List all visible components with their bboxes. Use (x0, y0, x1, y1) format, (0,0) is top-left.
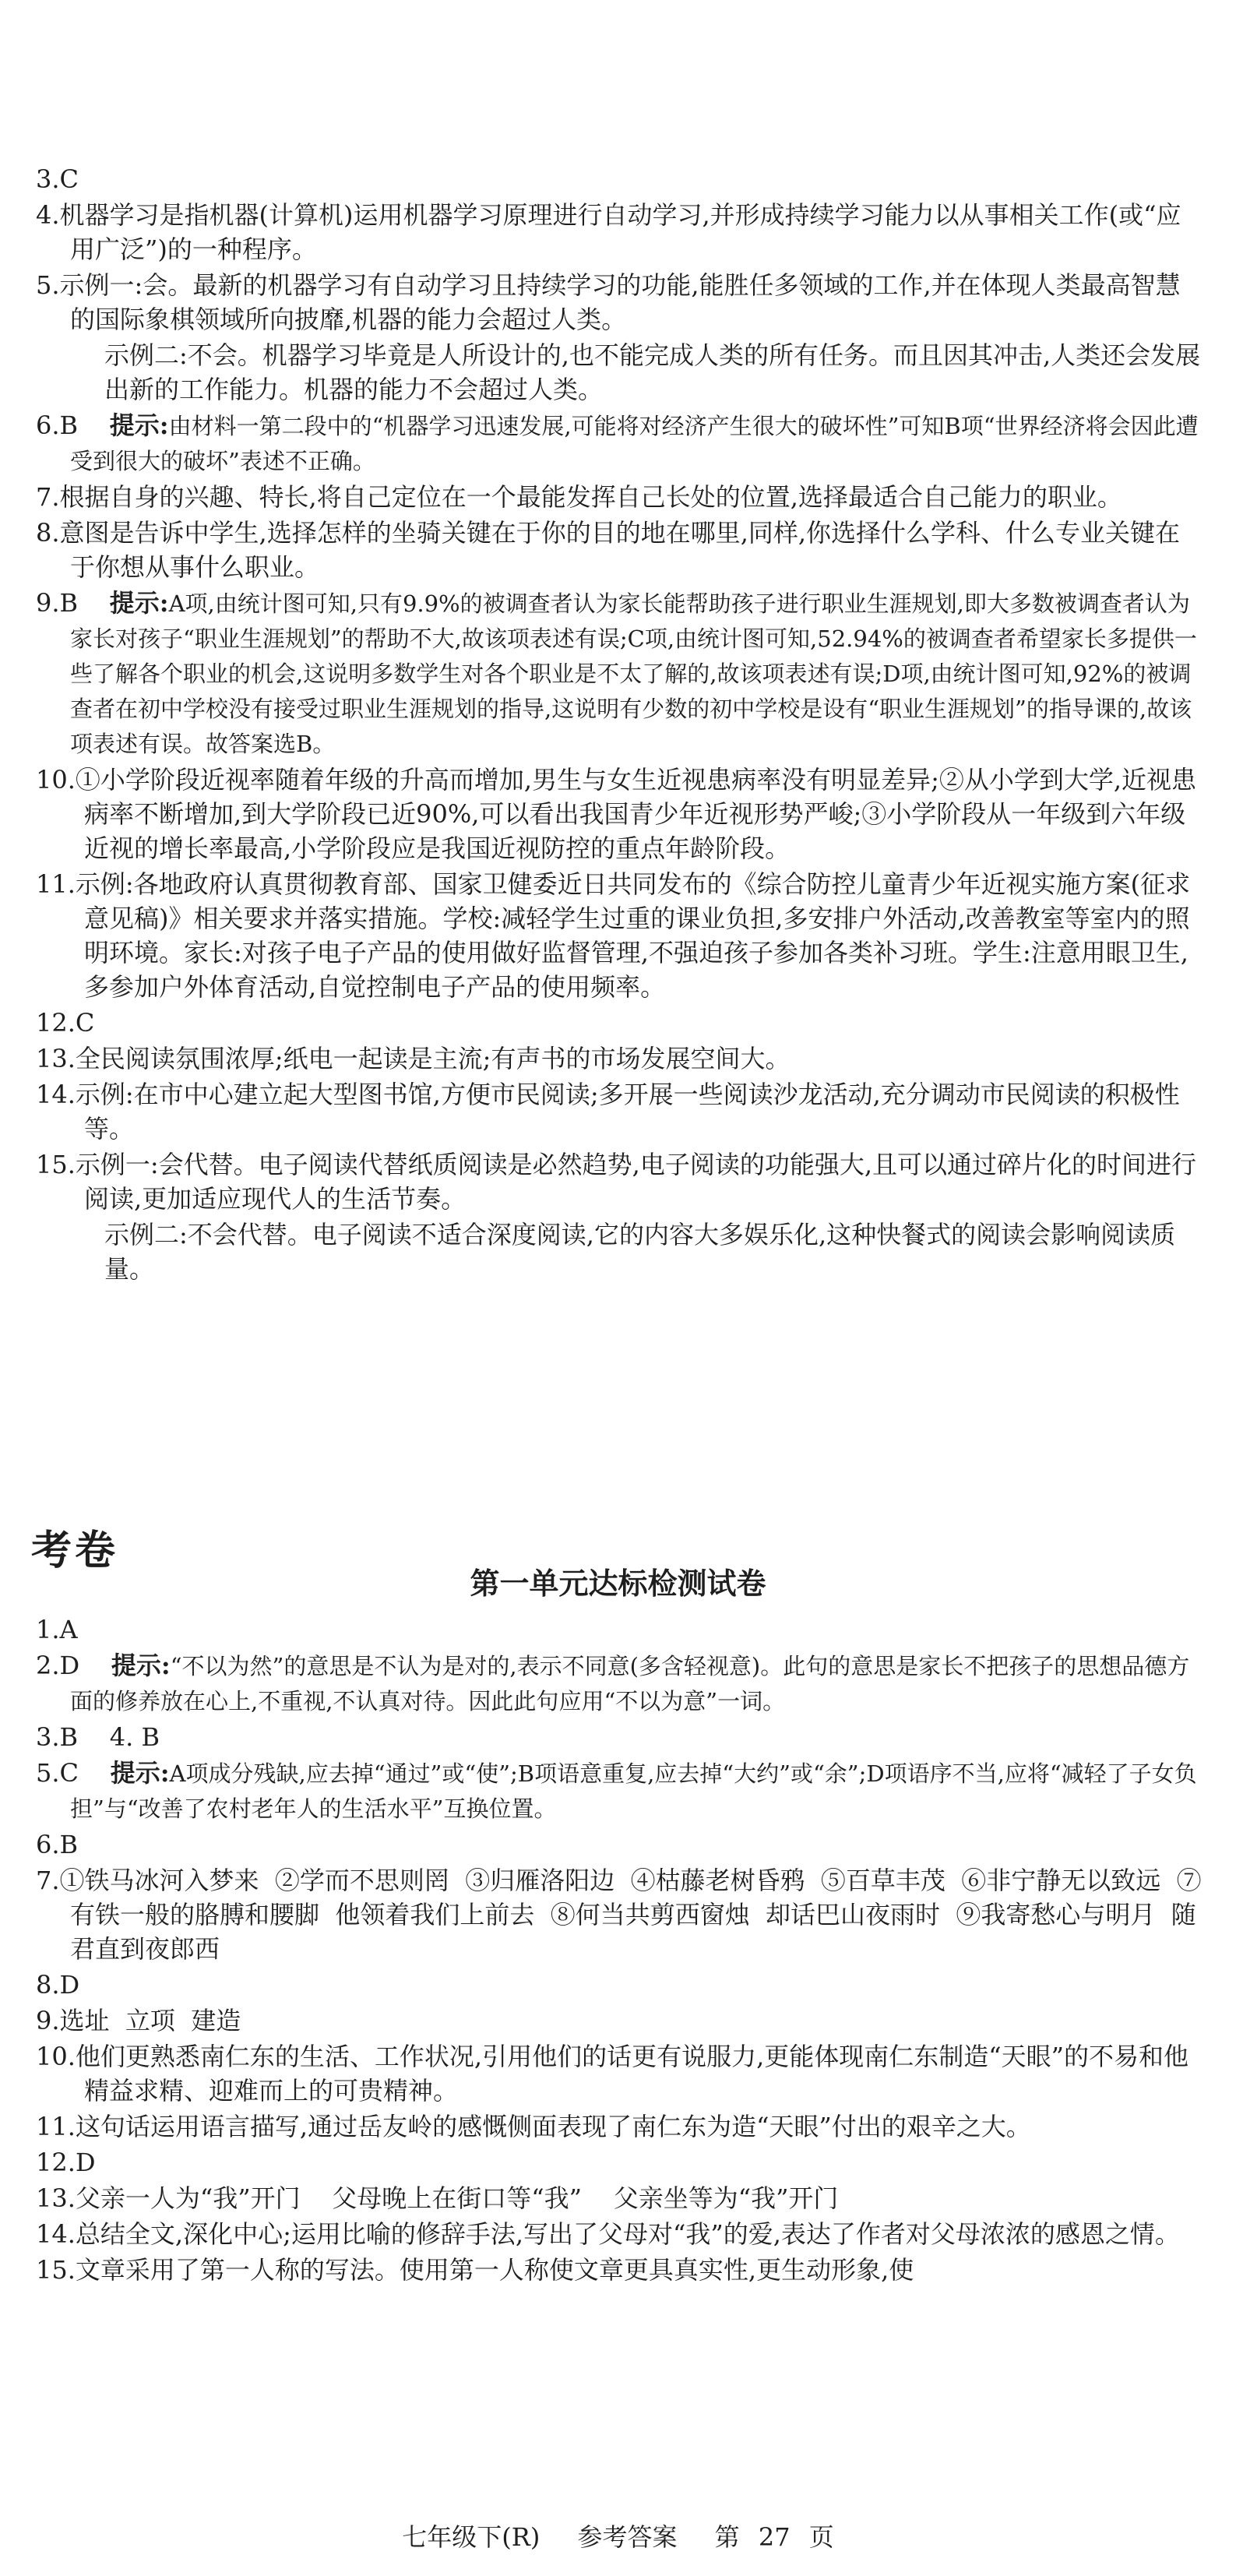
answer-text: D (59, 1970, 80, 2000)
answer-item (36, 2039, 1204, 2108)
answer-item (36, 408, 1204, 478)
answer-item (36, 2109, 1204, 2144)
answer-number: 4. (36, 200, 60, 230)
hint-text: “不以为然”的意思是不认为是对的,表示不同意(多含轻视意)。此句的意思是家长不把孩子的思想品德方面的修养放在心上,不重视,不认真对待。因此此句应用“不以为意”一词。 (70, 1653, 1190, 1714)
answer-text: 总结全文,深化中心;运用比喻的修辞手法,写出了父母对“我”的爱,表达了作者对父母浓浓的感恩之情。 (75, 2219, 1180, 2249)
answer-text: D (59, 1651, 80, 1680)
answer-number: 8. (36, 1970, 60, 2000)
answer-text: D (75, 2148, 96, 2177)
answer-text: 示例一:会。最新的机器学习有自动学习且持续学习的功能,能胜任多领域的工作,并在体现人类最高智慧的国际象棋领域所向披靡,机器的能力会超过人类。 (59, 270, 1181, 334)
answer-number: 14. (36, 1080, 76, 1109)
answer-number: 3. (36, 1722, 60, 1752)
answer-text: B (59, 411, 79, 440)
answer-number: 9. (36, 588, 60, 618)
answer-text: ①铁马冰河入梦来 ②学而不思则罔 ③归雁洛阳边 ④枯藤老树昏鸦 ⑤百草丰茂 ⑥非宁静无以致远 ⑦有铁一般的胳膊和腰脚 他领着我们上前去 ⑧何当共剪西窗烛 却话巴山夜雨时 ⑨我寄愁心与明月 随君直到夜郎西 (59, 1866, 1202, 1964)
answer-item (36, 1041, 1204, 1076)
answer-number: 12. (36, 2148, 76, 2177)
answer-number: 6. (36, 1830, 60, 1859)
hint-label: 提示: (110, 1758, 170, 1788)
answer-text: ①小学阶段近视率随着年级的升高而增加,男生与女生近视患病率没有明显差异;②从小学到大学,近视患病率不断增加,到大学阶段已近90%,可以看出我国青少年近视形势严峻;③小学阶段从一年级到六年级近视的增长率最高,小学阶段应是我国近视防控的重点年龄阶段。 (75, 765, 1197, 863)
answer-number: 15. (36, 2255, 76, 2285)
answer-text: 根据自身的兴趣、特长,将自己定位在一个最能发挥自己长处的位置,选择最适合自己能力的职业。 (59, 482, 1122, 512)
answer-item (36, 1077, 1204, 1146)
answer-text: 示例:在市中心建立起大型图书馆,方便市民阅读;多开展一些阅读沙龙活动,充分调动市民阅读的积极性等。 (75, 1080, 1180, 1144)
hint-text: A项,由统计图可知,只有9.9%的被调查者认为家长能帮助孩子进行职业生涯规划,即大多数被调查者认为家长对孩子“职业生涯规划”的帮助不大,故该项表述有误;C项,由统计图可知,52.94%的被调查者希望家长多提供一些了解各个职业的机会,这说明多数学生对各个职业是不太了解的,故该项表述有误;D项,由统计图可知,92%的被调查者在初中学校没有接受过职业生涯规划的指导,这说明有少数的初中学校是设有“职业生涯规划”的指导课的,故该项表述有误。故答案选B。 (70, 590, 1197, 757)
answer-item (36, 480, 1204, 514)
answer-text: 机器学习是指机器(计算机)运用机器学习原理进行自动学习,并形成持续学习能力以从事相关工作(或“应用广泛”)的一种程序。 (59, 200, 1181, 264)
answer-number: 8. (36, 518, 60, 548)
answer-list-exam (36, 1612, 1204, 2289)
answer-number: 6. (36, 411, 60, 440)
answer-item (36, 1006, 1204, 1040)
answer-text: 示例二:不会。机器学习毕竟是人所设计的,也不能完成人类的所有任务。而且因其冲击,人类还会发展出新的工作能力。机器的能力不会超过人类。 (104, 340, 1201, 404)
answer-number: 9. (36, 2006, 60, 2035)
answer-text: 文章采用了第一人称的写法。使用第一人称使文章更具真实性,更生动形象,使 (75, 2255, 914, 2285)
answer-text: C (59, 1758, 79, 1788)
hint-label: 提示: (111, 1651, 171, 1680)
answer-text: 示例一:会代替。电子阅读代替纸质阅读是必然趋势,电子阅读的功能强大,且可以通过碎片化的时间进行阅读,更加适应现代人的生活节奏。 (75, 1150, 1197, 1214)
answer-number: 10. (36, 2042, 76, 2071)
answer-number: 7. (36, 1866, 60, 1895)
answer-item (36, 763, 1204, 865)
answer-number: 2. (36, 1651, 60, 1680)
answer-text: 意图是告诉中学生,选择怎样的坐骑关键在于你的目的地在哪里,同样,你选择什么学科、什么专业关键在于你想从事什么职业。 (59, 518, 1181, 582)
answer-list-top (36, 162, 1204, 1288)
answer-item (36, 1612, 1204, 1647)
answer-item (36, 1218, 1204, 1286)
answer-item (36, 1720, 1204, 1754)
answer-number: 14. (36, 2219, 76, 2249)
answer-text: C (59, 164, 79, 194)
answer-text: A (59, 1615, 78, 1644)
answer-item (36, 2181, 1204, 2215)
answer-number: 13. (36, 1044, 76, 1073)
answer-item (36, 1863, 1204, 1966)
answer-item (36, 586, 1204, 761)
answer-item (36, 2145, 1204, 2180)
answer-number: 5. (36, 270, 60, 300)
answer-item (36, 1756, 1204, 1826)
answer-item (36, 1827, 1204, 1862)
hint-label: 提示: (109, 411, 169, 440)
section-label: 考卷 (31, 1528, 119, 1574)
answer-text: 父亲一人为“我”开门 父母晚上在街口等“我” 父亲坐等为“我”开门 (75, 2183, 839, 2213)
answer-item (36, 162, 1204, 196)
answer-item (36, 1648, 1204, 1718)
answer-number: 11. (36, 2112, 76, 2141)
answer-text: 他们更熟悉南仁东的生活、工作状况,引用他们的话更有说服力,更能体现南仁东制造“天眼”的不易和他精益求精、迎难而上的可贵精神。 (75, 2042, 1188, 2106)
answer-number: 10. (36, 765, 76, 795)
answer-item (36, 516, 1204, 584)
answer-number: 5. (36, 1758, 60, 1788)
answer-number: 15. (36, 1150, 76, 1179)
answer-item (36, 338, 1204, 407)
answer-item (36, 1147, 1204, 1216)
answer-item (36, 198, 1204, 266)
hint-text: A项成分残缺,应去掉“通过”或“使”;B项语意重复,应去掉“大约”或“余”;D项语序不当,应将“减轻了子女负担”与“改善了农村老年人的生活水平”互换位置。 (70, 1760, 1197, 1822)
answer-item (36, 2217, 1204, 2251)
answer-text: 全民阅读氛围浓厚;纸电一起读是主流;有声书的市场发展空间大。 (75, 1044, 791, 1073)
answer-number: 11. (36, 869, 76, 899)
answer-text: 示例:各地政府认真贯彻教育部、国家卫健委近日共同发布的《综合防控儿童青少年近视实施方案(征求意见稿)》相关要求并落实措施。学校:减轻学生过重的课业负担,多安排户外活动,改善教室等室内的照明环境。家长:对孩子电子产品的使用做好监督管理,不强迫孩子参加各类补习班。学生:注意用眼卫生,多参加户外体育活动,自觉控制电子产品的使用频率。 (75, 869, 1191, 1002)
answer-number: 3. (36, 164, 60, 194)
footer-label: 参考答案 (577, 2522, 678, 2552)
answer-text: 示例二:不会代替。电子阅读不适合深度阅读,它的内容大多娱乐化,这种快餐式的阅读会影响阅读质量。 (104, 1220, 1176, 1284)
answer-number: 13. (36, 2183, 76, 2213)
answer-item (36, 1968, 1204, 2002)
hint-text: 由材料一第二段中的“机器学习迅速发展,可能将对经济产生很大的破坏性”可知B项“世界经济将会因此遭受到很大的破坏”表述不正确。 (70, 413, 1199, 474)
footer-page-number: 第 27 页 (714, 2522, 834, 2552)
page-footer (0, 2518, 1236, 2553)
answer-text: 这句话运用语言描写,通过岳友岭的感慨侧面表现了南仁东为造“天眼”付出的艰辛之大。 (75, 2112, 1031, 2141)
answer-text: B (59, 588, 79, 618)
answer-item (36, 867, 1204, 1004)
answer-item (36, 2003, 1204, 2038)
answer-text: C (75, 1008, 95, 1038)
answer-text: B 4. B (59, 1722, 160, 1752)
answer-text: 选址 立项 建造 (59, 2006, 241, 2035)
answer-item (36, 2253, 1204, 2287)
answer-item (36, 268, 1204, 337)
answer-number: 1. (36, 1615, 60, 1644)
unit-title: 第一单元达标检测试卷 (470, 1566, 766, 1601)
footer-grade: 七年级下(R) (402, 2522, 541, 2552)
answer-text: B (59, 1830, 79, 1859)
hint-label: 提示: (109, 588, 169, 618)
answer-number: 12. (36, 1008, 76, 1038)
answer-number: 7. (36, 482, 60, 512)
